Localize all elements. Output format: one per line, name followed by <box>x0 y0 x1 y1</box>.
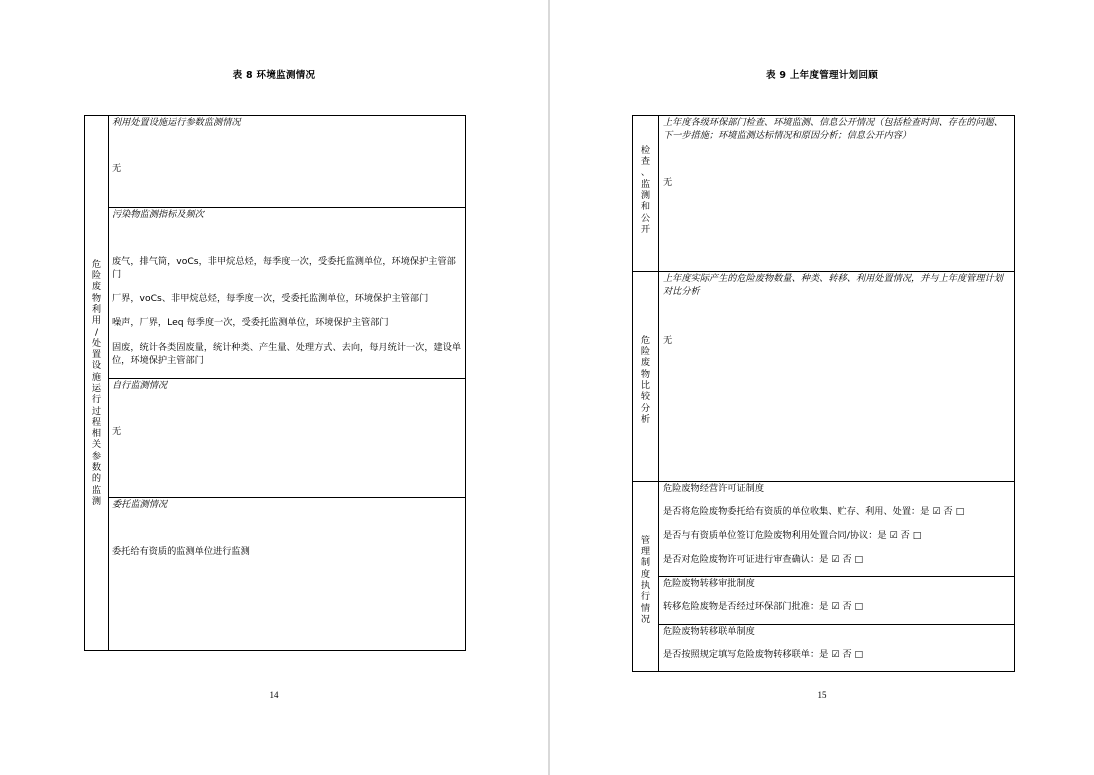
checklist-line: 是否与有资质单位签订危险废物利用处置合同/协议：是 ☑ 否 □ <box>663 530 922 541</box>
row-content: 无 <box>663 335 673 346</box>
right-page <box>550 0 1094 775</box>
section-content: 无 <box>112 163 122 174</box>
section-content: 无 <box>112 426 122 437</box>
group-title: 危险废物转移联单制度 <box>663 626 755 637</box>
group-title: 危险废物经营许可证制度 <box>663 483 765 494</box>
side-label-monitoring: 危 险 废 物 利 用 / 处 置 设 施 运 行 过 程 相 关 参 数 的 监 测 <box>91 258 102 507</box>
side-label-inspection: 检 查 、 监 测 和 公 开 <box>640 144 651 235</box>
monitoring-item: 厂界，voCs、非甲烷总烃，每季度一次，受委托监测单位，环境保护主管部门 <box>112 293 429 304</box>
section-heading: 委托监测情况 <box>112 499 168 510</box>
monitoring-item: 固废，统计各类固废量，统计种类、产生量、处理方式、去向，每月统计一次，建设单位，环境保护主管部门 <box>112 342 462 366</box>
checklist-line: 是否将危险废物委托给有资质的单位收集、贮存、利用、处置：是 ☑ 否 □ <box>663 506 965 517</box>
row-heading: 上年度实际产生的危险废物数量、种类、转移、利用处置情况，并与上年度管理计划对比分析 <box>663 273 1003 297</box>
monitoring-item: 废气，排气筒，voCs，非甲烷总烃，每季度一次，受委托监测单位，环境保护主管部门 <box>112 256 456 280</box>
checklist-line: 是否对危险废物许可证进行审查确认：是 ☑ 否 □ <box>663 554 864 565</box>
section-content: 委托给有资质的监测单位进行监测 <box>112 546 250 557</box>
page-number: 15 <box>817 690 827 700</box>
section-heading: 自行监测情况 <box>112 380 168 391</box>
section-heading: 污染物监测指标及频次 <box>112 209 204 220</box>
checklist-line: 是否按照规定填写危险废物转移联单：是 ☑ 否 □ <box>663 649 864 660</box>
row-content: 无 <box>663 177 673 188</box>
monitoring-item: 噪声，厂界，Leq 每季度一次，受委托监测单位，环境保护主管部门 <box>112 317 389 328</box>
section-heading: 利用处置设施运行参数监测情况 <box>112 117 241 128</box>
table-9-title: 表 9 上年度管理计划回顾 <box>765 70 879 81</box>
side-label-comparison: 危 险 废 物 比 较 分 析 <box>640 334 651 425</box>
checklist-line: 转移危险废物是否经过环保部门批准：是 ☑ 否 □ <box>663 601 864 612</box>
group-title: 危险废物转移审批制度 <box>663 578 755 589</box>
table-8-title: 表 8 环境监测情况 <box>232 70 316 81</box>
side-label-management: 管 理 制 度 执 行 情 况 <box>640 534 651 625</box>
page-number: 14 <box>269 690 279 700</box>
row-heading: 上年度各级环保部门检查、环境监测、信息公开情况（包括检查时间、存在的问题、下一步措施；环境监测达标情况和原因分析；信息公开内容） <box>663 117 1003 141</box>
